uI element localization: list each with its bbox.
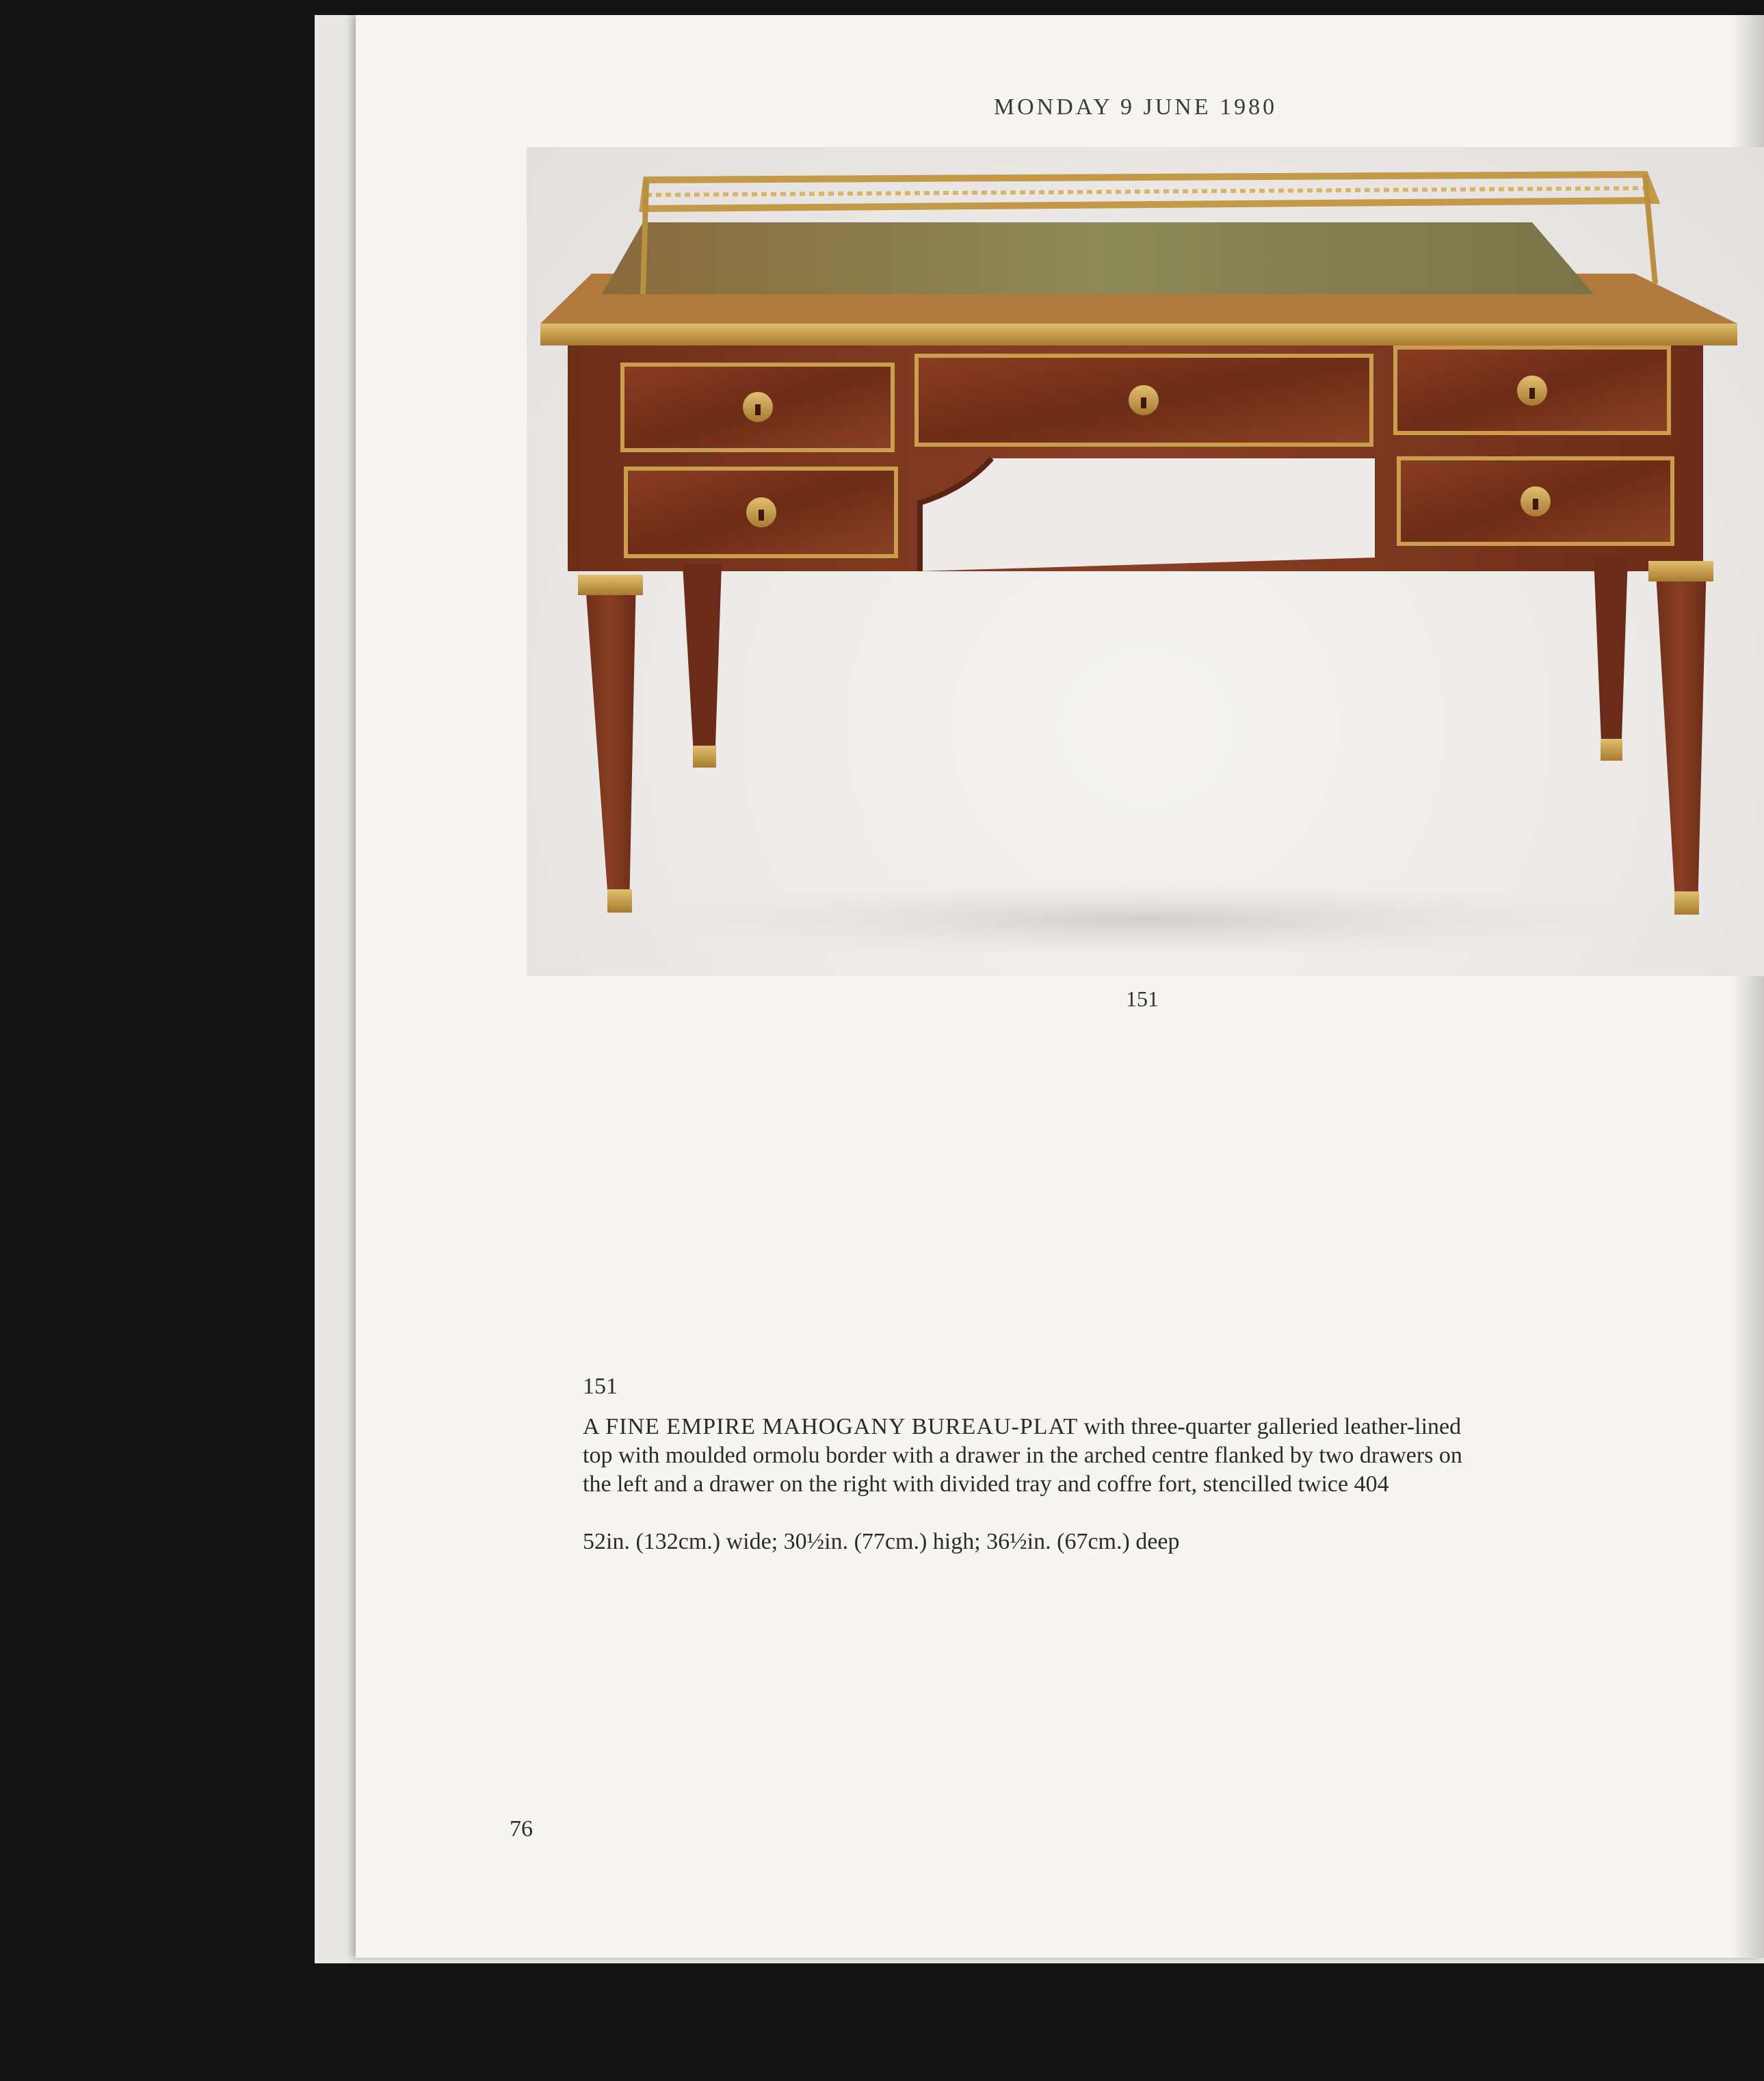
sabot-front-left [607,889,632,913]
sabot-front-right [1674,891,1699,915]
sabot-back-left [693,746,716,768]
floor-shadow [626,879,1666,961]
page-number: 76 [510,1816,533,1842]
leg-front-left [585,575,636,910]
lot-description-text: with three-quarter galleried leather-lined top with moulded ormolu border with a drawer in the arched centre flanked by two drawers on the left and a drawer on the right with divided tray and coffre fort, stencilled twice 404 [583,1414,1462,1497]
leg-front-right [1655,561,1707,912]
arched-kneehole [920,458,1375,571]
lot-number: 151 [583,1374,618,1399]
leg-back-left [683,564,722,766]
lot-dimensions: 52in. (132cm.) wide; 30½in. (77cm.) high; 36½in. (67cm.) deep [583,1529,1180,1554]
leg-back-right [1594,556,1628,759]
sabot-back-right [1601,739,1622,761]
lot-title: A FINE EMPIRE MAHOGANY BUREAU-PLAT [583,1414,1079,1439]
lot-photograph [527,147,1764,976]
lot-description [583,1413,1479,1499]
bureau-plat-image [527,147,1764,976]
leather-writing-surface [602,222,1594,294]
running-head: MONDAY 9 JUNE 1980 [993,94,1278,120]
photo-caption: 151 [1126,986,1159,1011]
